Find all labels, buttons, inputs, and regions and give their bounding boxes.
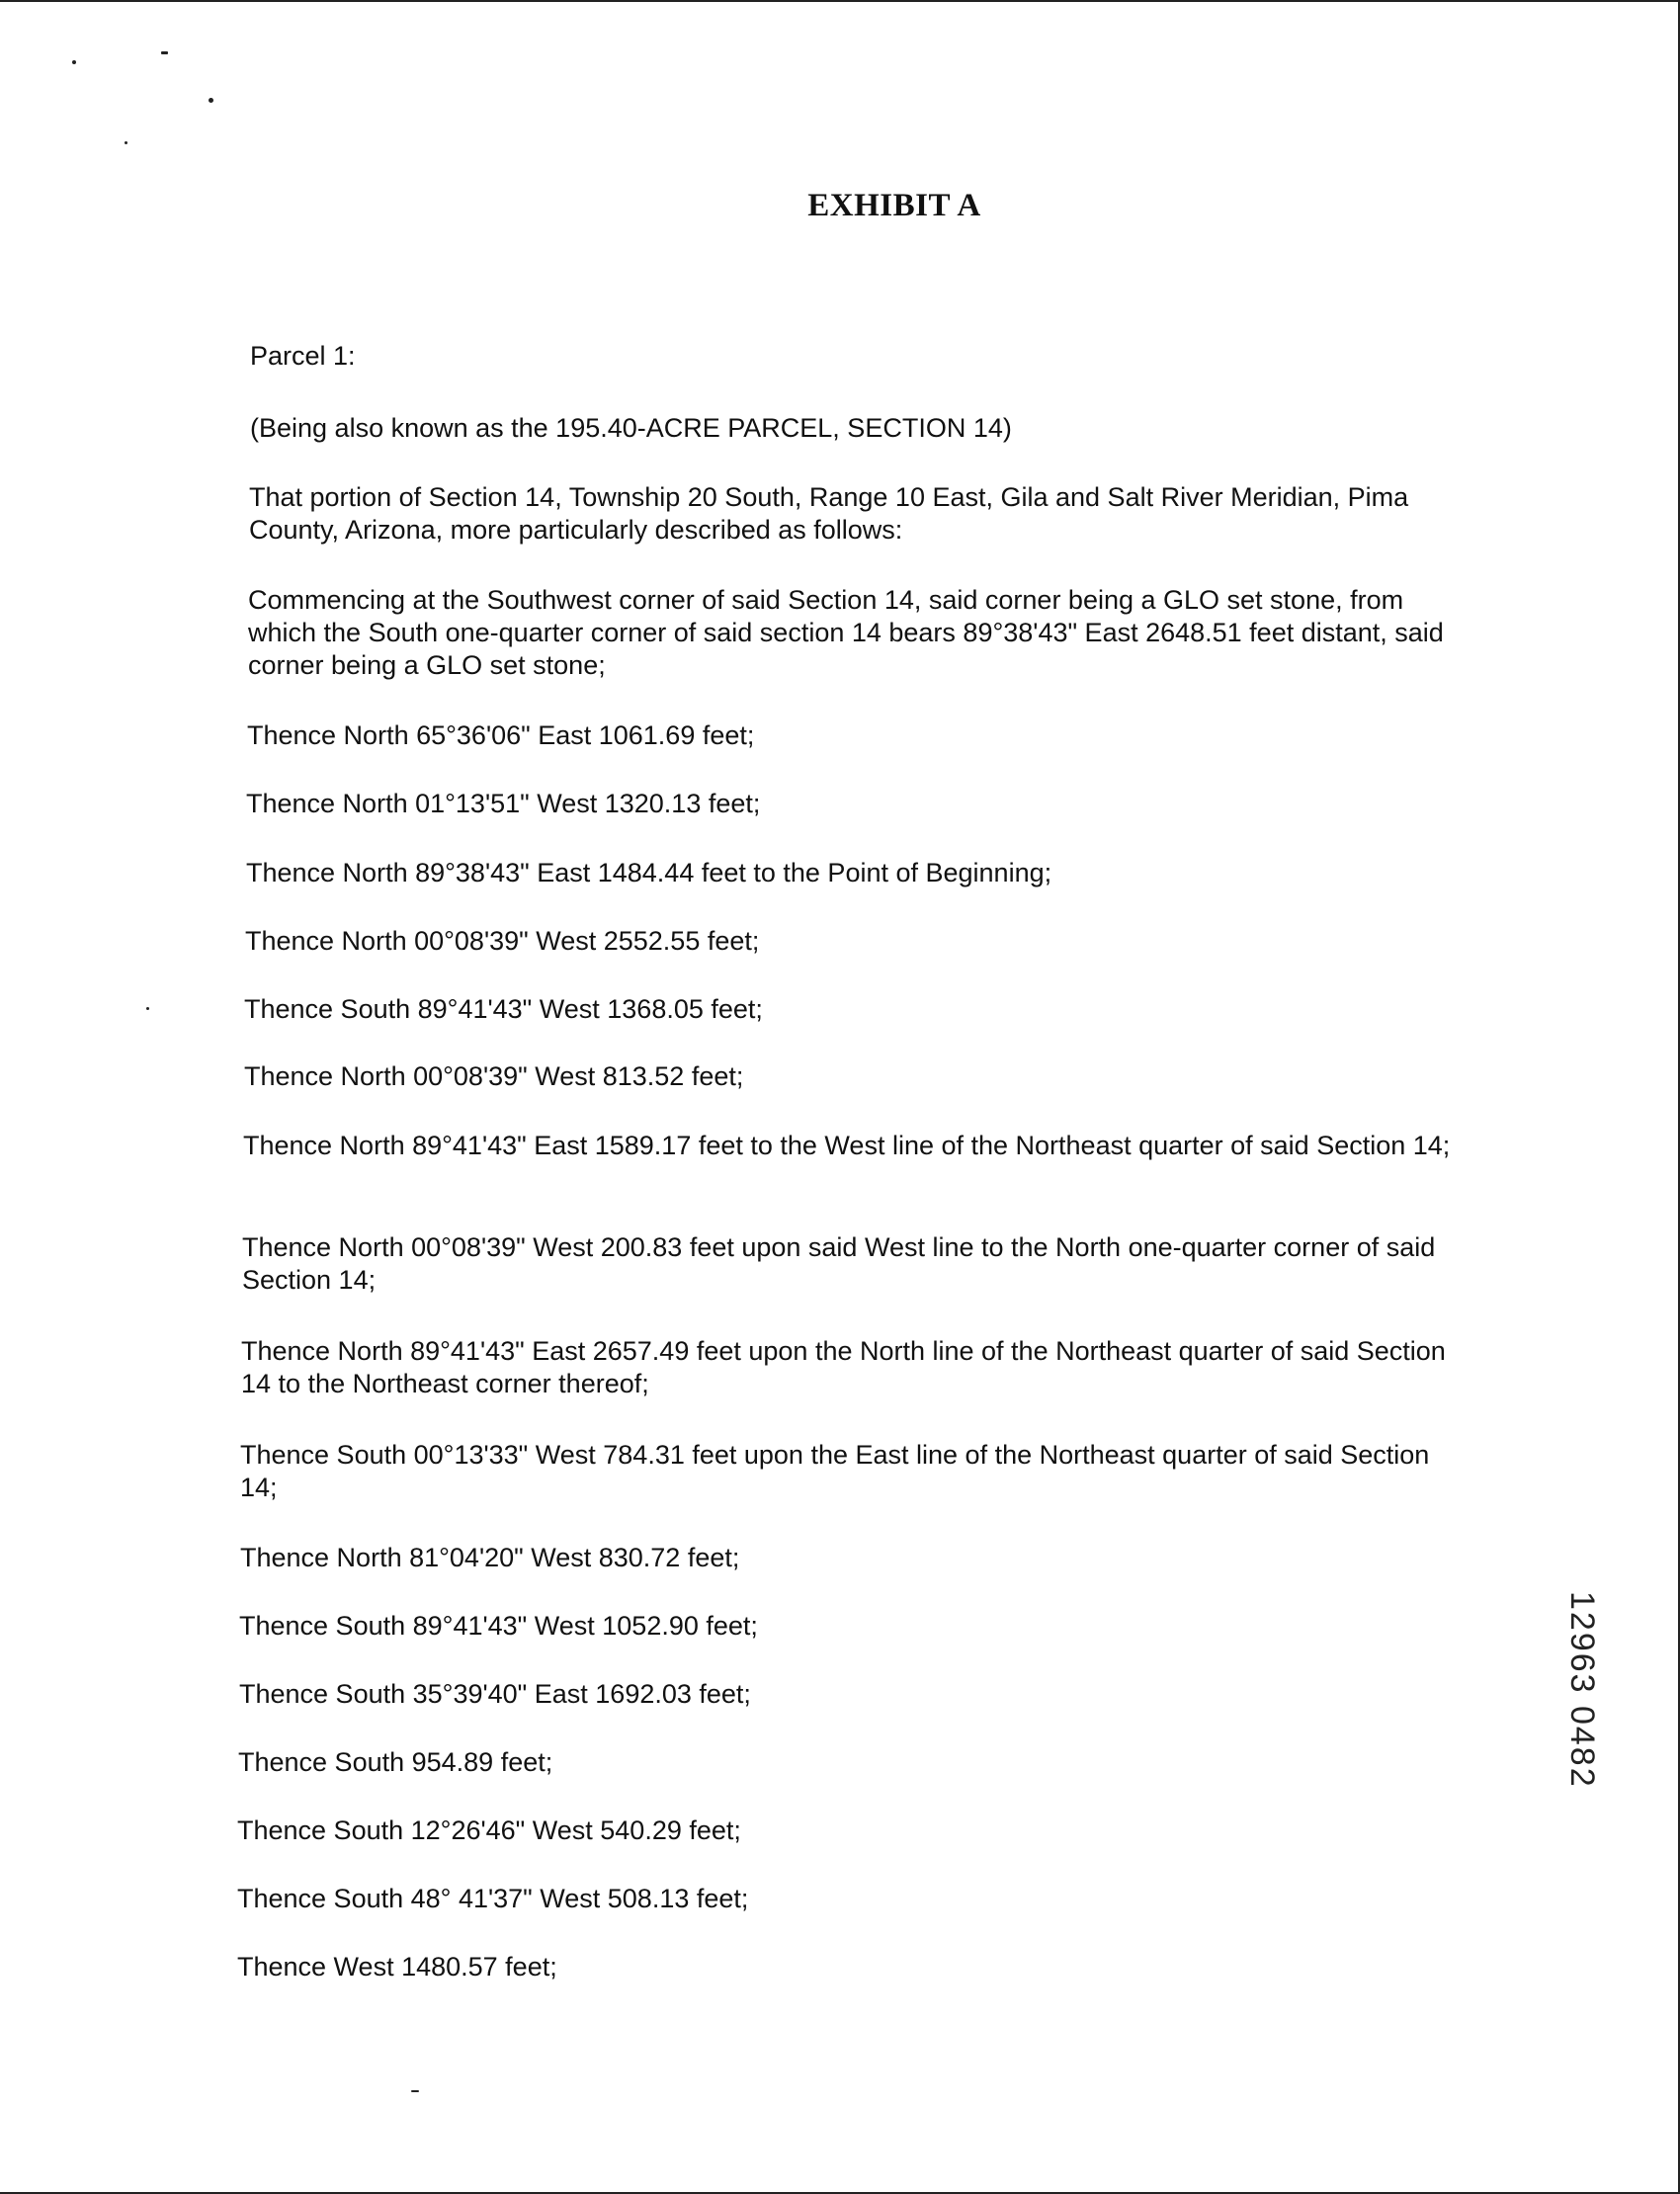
parcel-heading: Parcel 1: [250, 341, 356, 371]
bearing-call: Thence South 48° 41'37" West 508.13 feet; [237, 1884, 749, 1913]
bearing-call: Thence North 00°08'39" West 2552.55 feet; [245, 926, 760, 956]
bearing-call: Thence West 1480.57 feet; [237, 1952, 557, 1982]
bearing-call: Thence South 89°41'43" West 1052.90 feet; [239, 1611, 758, 1641]
scan-speck [146, 1007, 149, 1010]
bearing-call: Thence North 00°08'39" West 200.83 feet upon said West line to the North one-quarter corner of said Section 14; [242, 1232, 1436, 1295]
scan-speck [209, 98, 213, 103]
bearing-call: Thence South 954.89 feet; [238, 1747, 553, 1777]
bearing-call: Thence North 81°04'20" West 830.72 feet; [240, 1543, 740, 1572]
bearing-call: Thence South 35°39'40" East 1692.03 feet; [239, 1679, 751, 1709]
legal-description-intro: That portion of Section 14, Township 20 South, Range 10 East, Gila and Salt River Meridian, Pima County, Arizona, more particularly described as follows: [249, 482, 1409, 545]
bearing-call: Thence South 00°13'33" West 784.31 feet upon the East line of the Northeast quarter of said Section 14; [240, 1440, 1430, 1502]
bearing-call: Thence South 12°26'46" West 540.29 feet; [237, 1815, 741, 1845]
scan-speck [125, 141, 127, 144]
bearing-call: Thence North 00°08'39" West 813.52 feet; [244, 1061, 744, 1091]
bearing-call: Thence North 89°41'43" East 2657.49 feet upon the North line of the Northeast quarter of said Section 14 to the Northeast corner thereof; [241, 1336, 1446, 1398]
bearing-call: Thence North 65°36'06" East 1061.69 feet; [247, 720, 755, 750]
scan-speck [161, 51, 168, 54]
recording-stamp: 12963 0482 [1563, 1591, 1601, 1789]
bearing-call: Thence North 01°13'51" West 1320.13 feet; [246, 789, 761, 818]
bearing-call: Thence South 89°41'43" West 1368.05 feet; [244, 994, 763, 1024]
commencement-clause: Commencing at the Southwest corner of said Section 14, said corner being a GLO set stone, from which the South one-quarter corner of said section 14 bears 89°38'43" East 2648.51 feet distant, said corner being a GLO set stone; [248, 585, 1444, 680]
parcel-alias: (Being also known as the 195.40-ACRE PARCEL, SECTION 14) [250, 413, 1012, 443]
bearing-call: Thence North 89°41'43" East 1589.17 feet to the West line of the Northeast quarter of said Section 14; [243, 1131, 1451, 1160]
scan-speck [411, 2090, 419, 2092]
scan-speck [72, 60, 76, 64]
document-title: EXHIBIT A [807, 188, 981, 223]
bearing-call: Thence North 89°38'43" East 1484.44 feet to the Point of Beginning; [246, 858, 1052, 887]
